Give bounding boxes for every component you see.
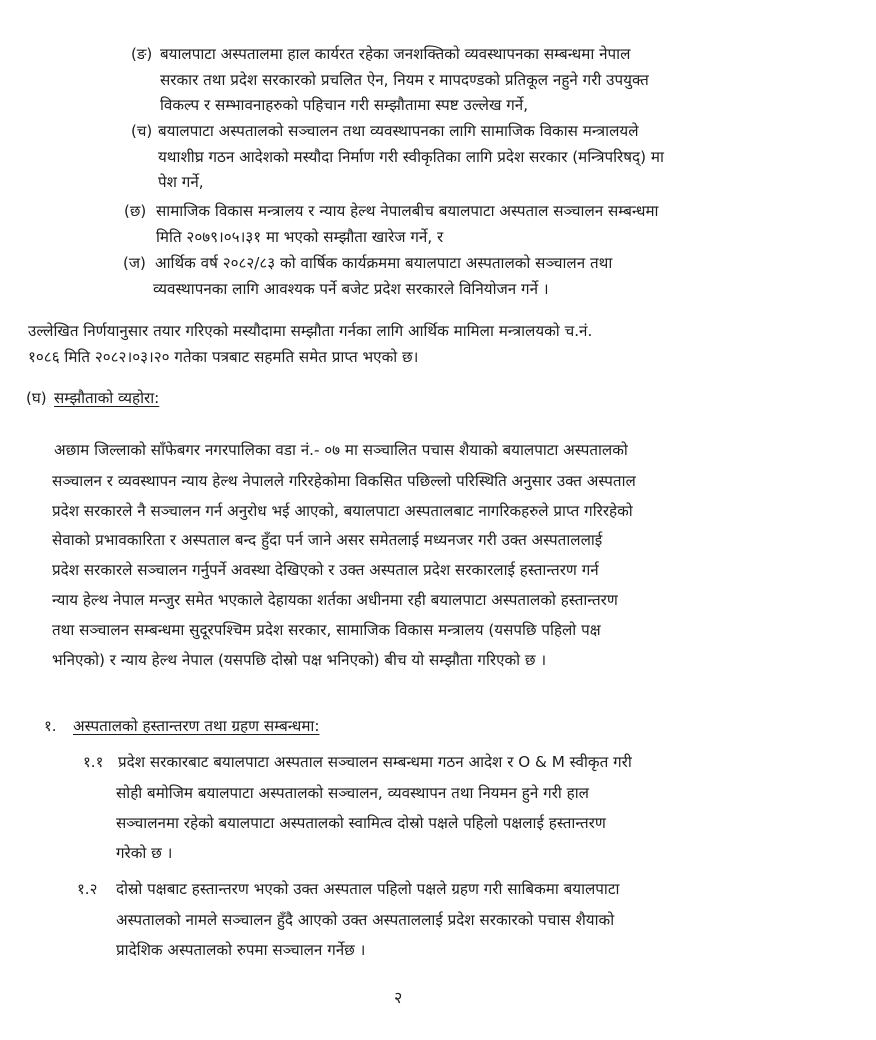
agreement-paragraph-line: सेवाको प्रभावकारिता र अस्पताल बन्द हुँदा पर्न जाने असर समेतलाई मध्यनजर गरी उक्त अस्पताललाई [52,531,603,549]
list-item-line: सामाजिक विकास मन्त्रालय र न्याय हेल्थ नेपालबीच बयालपाटा अस्पताल सञ्चालन सम्बन्धमा [156,202,659,220]
clause-line: अस्पतालको नामले सञ्चालन हुँदै आएको उक्त अस्पताललाई प्रदेश सरकारको पचास शैयाको [116,911,615,929]
list-marker: (च) [131,122,153,140]
list-marker: (छ) [124,202,147,220]
list-item-line: व्यवस्थापनका लागि आवश्यक पर्ने बजेट प्रदेश सरकारले विनियोजन गर्ने । [153,280,549,298]
section-title: अस्पतालको हस्तान्तरण तथा ग्रहण सम्बन्धमा: [73,717,320,735]
list-item-line: मिति २०७९।०५।३१ मा भएको सम्झौता खारेज गर्ने, र [156,228,444,246]
clause-line: सञ्चालनमा रहेको बयालपाटा अस्पतालको स्वामित्व दोस्रो पक्षले पहिलो पक्षलाई हस्तान्तरण [116,814,606,832]
clause-line: प्रादेशिक अस्पतालको रुपमा सञ्चालन गर्नेछ । [116,941,366,959]
agreement-paragraph-line: प्रदेश सरकारले नै सञ्चालन गर्न अनुरोध भई आएको, बयालपाटा अस्पतालबाट नागरिकहरुले प्राप्त गरिरहेको [52,502,633,520]
list-marker: (ङ) [131,45,153,63]
agreement-paragraph-line: अछाम जिल्लाको साँफेबगर नगरपालिका वडा नं.- ०७ मा सञ्चालित पचास शैयाको बयालपाटा अस्पतालको [54,441,628,459]
list-marker: (ज) [123,254,146,272]
consent-paragraph-line: उल्लेखित निर्णयानुसार तयार गरिएको मस्यौदामा सम्झौता गर्नका लागि आर्थिक मामिला मन्त्रालयको च.नं. [28,322,593,340]
list-item-line: यथाशीघ्र गठन आदेशको मस्यौदा निर्माण गरी स्वीकृतिका लागि प्रदेश सरकार (मन्त्रिपरिषद्) मा [158,148,664,166]
list-item-line: आर्थिक वर्ष २०८२/८३ को वार्षिक कार्यक्रममा बयालपाटा अस्पतालको सञ्चालन तथा [155,254,613,272]
list-item-line: विकल्प र सम्भावनाहरुको पहिचान गरी सम्झौतामा स्पष्ट उल्लेख गर्ने, [160,96,529,114]
agreement-paragraph-line: प्रदेश सरकारले सञ्चालन गर्नुपर्ने अवस्था देखिएको र उक्त अस्पताल प्रदेश सरकारलाई हस्तान्तरण गर्न [52,561,599,579]
consent-paragraph-line: १०८६ मिति २०८२।०३।२० गतेका पत्रबाट सहमति समेत प्राप्त भएको छ। [28,348,419,366]
clause-number: १.२ [77,880,98,898]
list-item-line: सरकार तथा प्रदेश सरकारको प्रचलित ऐन, नियम र मापदण्डको प्रतिकूल नहुने गरी उपयुक्त [160,71,649,89]
clause-line: सोही बमोजिम बयालपाटा अस्पतालको सञ्चालन, व्यवस्थापन तथा नियमन हुने गरी हाल [116,784,589,802]
page-number: २ [394,988,403,1007]
list-item-line: बयालपाटा अस्पतालमा हाल कार्यरत रहेका जनशक्तिको व्यवस्थापनका सम्बन्धमा नेपाल [160,45,631,63]
agreement-paragraph-line: तथा सञ्चालन सम्बन्धमा सुदूरपश्चिम प्रदेश सरकार, सामाजिक विकास मन्त्रालय (यसपछि पहिलो पक्ष [52,621,601,639]
list-item-line: पेश गर्ने, [158,173,204,191]
section-number: १. [44,717,57,735]
clause-line: प्रदेश सरकारबाट बयालपाटा अस्पताल सञ्चालन सम्बन्धमा गठन आदेश र O & M स्वीकृत गरी [118,753,632,771]
section-marker: (घ) [26,389,47,407]
clause-number: १.१ [83,753,104,771]
section-title: सम्झौताको व्यहोरा: [54,389,160,407]
clause-line: दोस्रो पक्षबाट हस्तान्तरण भएको उक्त अस्पताल पहिलो पक्षले ग्रहण गरी साबिकमा बयालपाटा [116,880,620,898]
agreement-paragraph-line: न्याय हेल्थ नेपाल मन्जुर समेत भएकाले देहायका शर्तका अधीनमा रही बयालपाटा अस्पतालको हस्तान्तरण [52,591,618,609]
agreement-paragraph-line: सञ्चालन र व्यवस्थापन न्याय हेल्थ नेपालले गरिरहेकोमा विकसित पछिल्लो परिस्थिति अनुसार उक्त अस्पताल [52,472,636,490]
list-item-line: बयालपाटा अस्पतालको सञ्चालन तथा व्यवस्थापनका लागि सामाजिक विकास मन्त्रालयले [158,122,639,140]
agreement-paragraph-line: भनिएको) र न्याय हेल्थ नेपाल (यसपछि दोस्रो पक्ष भनिएको) बीच यो सम्झौता गरिएको छ । [52,651,547,669]
clause-line: गरेको छ । [116,844,173,862]
